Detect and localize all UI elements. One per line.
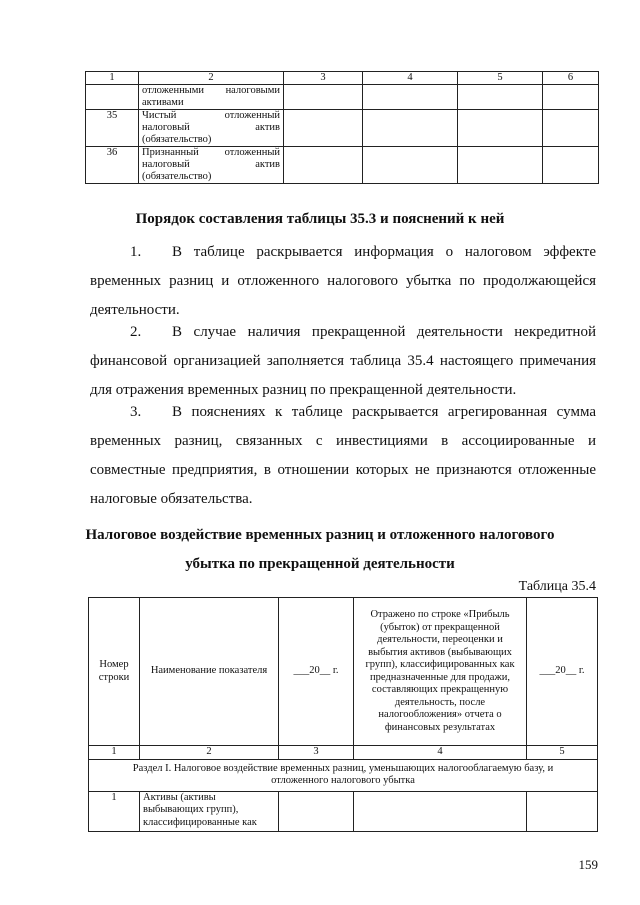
column-number: 4 bbox=[354, 746, 527, 760]
header-period-1: ___20__ г. bbox=[279, 598, 354, 746]
empty-cell bbox=[458, 85, 543, 110]
row-name bbox=[139, 147, 284, 184]
empty-cell bbox=[543, 85, 599, 110]
empty-cell bbox=[543, 110, 599, 147]
column-number: 1 bbox=[89, 746, 140, 760]
empty-cell bbox=[284, 85, 363, 110]
table-35-4 bbox=[88, 597, 598, 832]
empty-cell bbox=[527, 791, 598, 831]
column-number: 3 bbox=[279, 746, 354, 760]
paragraph-number: 2. bbox=[130, 324, 142, 340]
table-header-row bbox=[86, 72, 599, 85]
paragraph-1 bbox=[90, 238, 596, 325]
column-numbers-row bbox=[89, 746, 598, 760]
paragraph-2 bbox=[90, 318, 596, 405]
row-name bbox=[139, 85, 284, 110]
header-reflected: Отражено по строке «Прибыль (убыток) от прекращенной деятельности, переоценки и выбытия активов (выбывающих групп), классифицированных как предназначенные для продажи, составляющих прекращенную деятельность, после налогообложения» отчета о финансовых результатах bbox=[354, 598, 527, 746]
empty-cell bbox=[363, 110, 458, 147]
header-indicator-name: Наименование показателя bbox=[140, 598, 279, 746]
empty-cell bbox=[458, 110, 543, 147]
table-row bbox=[86, 110, 599, 147]
empty-cell bbox=[363, 85, 458, 110]
column-number: 5 bbox=[458, 72, 543, 85]
row-name-line: налоговый актив bbox=[142, 122, 280, 133]
paragraph-text: В пояснениях к таблице раскрывается агрегированная сумма временных разниц, связанных с инвестициями в ассоциированные и совместные предприятия, в отношении которых не признаются отложенные налоговые обязательства. bbox=[90, 404, 596, 507]
table-label: Таблица 35.4 bbox=[518, 579, 596, 594]
empty-cell bbox=[543, 147, 599, 184]
row-name-line: Чистый отложенный bbox=[142, 110, 280, 121]
section-row bbox=[89, 759, 598, 791]
column-number: 2 bbox=[139, 72, 284, 85]
empty-cell bbox=[354, 791, 527, 831]
table-header-row bbox=[89, 598, 598, 746]
page-number: 159 bbox=[578, 857, 598, 872]
paragraph-number: 3. bbox=[130, 404, 142, 420]
section-1-heading: Раздел I. Налоговое воздействие временных разниц, уменьшающих налогооблагаемую базу, и отложенного налогового убытка bbox=[89, 759, 598, 791]
table-row bbox=[89, 791, 598, 831]
row-name bbox=[139, 110, 284, 147]
empty-cell bbox=[363, 147, 458, 184]
header-row-number: Номер строки bbox=[89, 598, 140, 746]
row-name-line: активами bbox=[142, 97, 184, 108]
empty-cell bbox=[279, 791, 354, 831]
row-name-line: налоговый актив bbox=[142, 159, 280, 170]
row-name-line: отложенными налоговыми bbox=[142, 85, 280, 96]
column-number: 4 bbox=[363, 72, 458, 85]
header-period-2: ___20__ г. bbox=[527, 598, 598, 746]
continued-table bbox=[85, 71, 599, 184]
column-number: 3 bbox=[284, 72, 363, 85]
column-number: 1 bbox=[86, 72, 139, 85]
empty-cell bbox=[458, 147, 543, 184]
row-number: 36 bbox=[86, 147, 139, 184]
table-row bbox=[86, 85, 599, 110]
table-title-line-1: Налоговое воздействие временных разниц и отложенного налогового bbox=[85, 527, 555, 543]
row-name: Активы (активы выбывающих групп), классифицированные как bbox=[140, 791, 279, 831]
row-name-line: Признанный отложенный bbox=[142, 147, 280, 158]
column-number: 6 bbox=[543, 72, 599, 85]
paragraph-text: В таблице раскрывается информация о налоговом эффекте временных разниц и отложенного налогового убытка по продолжающейся деятельности. bbox=[90, 244, 596, 318]
section-title: Порядок составления таблицы 35.3 и пояснений к ней bbox=[135, 211, 505, 227]
row-name-line: (обязательство) bbox=[142, 134, 212, 145]
paragraph-text: В случае наличия прекращенной деятельности некредитной финансовой организацией заполняется таблица 35.4 настоящего примечания для отражения временных разниц по прекращенной деятельности. bbox=[90, 324, 596, 398]
empty-cell bbox=[284, 147, 363, 184]
paragraph-3 bbox=[90, 398, 596, 514]
row-number bbox=[86, 85, 139, 110]
paragraph-number: 1. bbox=[130, 244, 142, 260]
column-number: 2 bbox=[140, 746, 279, 760]
table-row bbox=[86, 147, 599, 184]
row-number: 35 bbox=[86, 110, 139, 147]
column-number: 5 bbox=[527, 746, 598, 760]
row-number: 1 bbox=[89, 791, 140, 831]
row-name-line: (обязательство) bbox=[142, 171, 212, 182]
empty-cell bbox=[284, 110, 363, 147]
table-title-line-2: убытка по прекращенной деятельности bbox=[185, 556, 455, 572]
